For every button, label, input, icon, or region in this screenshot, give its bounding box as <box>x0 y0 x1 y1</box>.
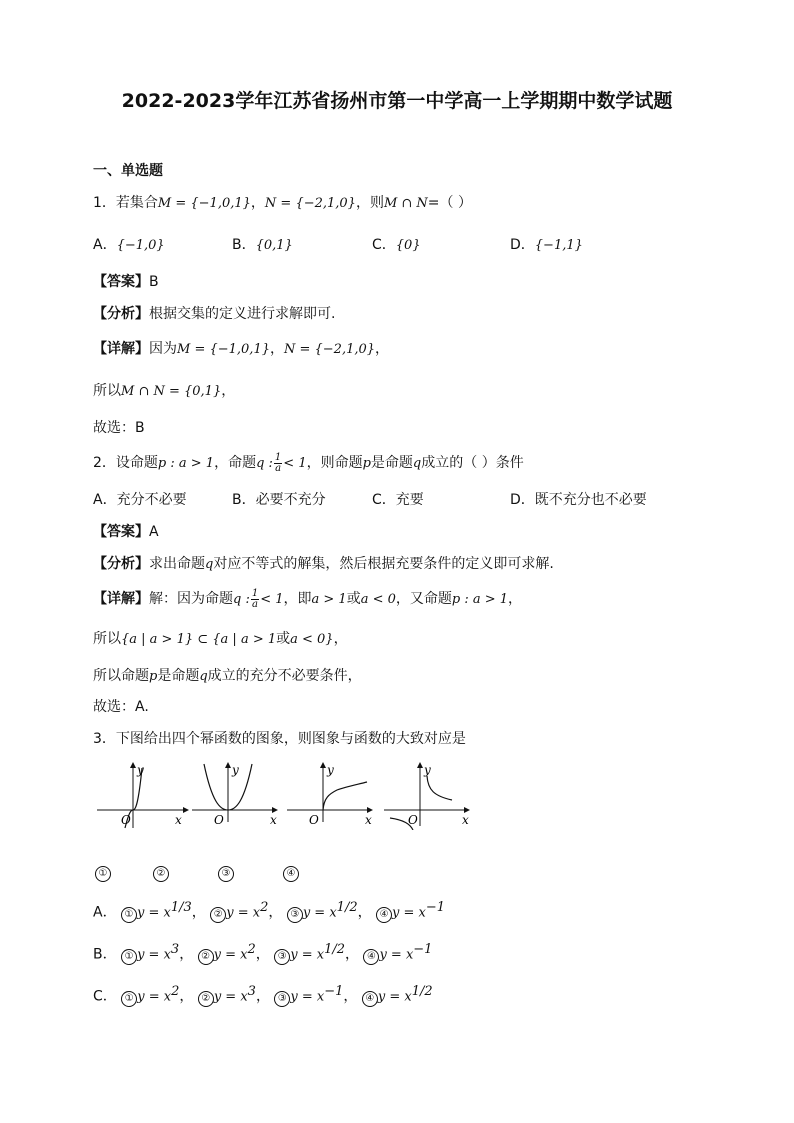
exponent: 2 <box>247 942 256 957</box>
origin-label: O <box>309 813 319 827</box>
detail-sep: ， <box>269 341 284 357</box>
y-label: y <box>424 763 431 777</box>
q1-stem-text: 1．若集合 <box>93 195 158 211</box>
exponent: 1/2 <box>411 984 433 999</box>
option-value: 充要 <box>395 492 424 508</box>
func: y = x <box>137 947 171 963</box>
func: y = x <box>137 989 172 1005</box>
detail-set-m: M = {−1,0,1} <box>177 342 270 357</box>
q2-option-d[interactable] <box>510 489 647 509</box>
option-label: C． <box>93 988 117 1005</box>
graph-2 <box>190 760 285 830</box>
answer-value: B <box>149 274 159 290</box>
fraction-num: 1 <box>274 451 282 463</box>
graph-label-3: ③ <box>218 866 234 882</box>
sep: ， <box>344 946 359 963</box>
page-title: 2022-2023学年江苏省扬州市第一中学高一上学期期中数学试题 <box>121 90 673 112</box>
option-value: {−1,0} <box>116 238 165 253</box>
q2-p-letter: p <box>362 456 371 471</box>
circle-num: ① <box>121 949 137 965</box>
q2-analysis <box>93 553 554 573</box>
circle-num: ④ <box>376 907 392 923</box>
origin-label: O <box>408 813 418 827</box>
q1-detail <box>93 338 389 358</box>
q1-option-a[interactable] <box>93 234 165 254</box>
func: y = x <box>137 905 171 921</box>
q1-stem-text-3: =（ ） <box>427 195 472 211</box>
option-value: 充分不必要 <box>116 492 187 508</box>
q2-detail-line2 <box>93 628 348 648</box>
circle-num: ④ <box>363 949 379 965</box>
circle-num: ③ <box>274 991 290 1007</box>
origin-label: O <box>121 813 131 827</box>
analysis-q: q <box>205 557 214 572</box>
line-text-3: 成立的充分不必要条件， <box>207 668 362 684</box>
y-arrow <box>225 762 231 768</box>
graph-3 <box>285 760 380 830</box>
sep: ， <box>179 946 194 963</box>
q1-stem-text-2: ，则 <box>355 195 384 211</box>
sep: ， <box>255 988 270 1005</box>
exponent: 1/2 <box>336 900 358 915</box>
q2-answer <box>93 521 159 541</box>
x-label: x <box>270 813 277 827</box>
q1-option-d[interactable] <box>510 234 583 254</box>
option-label: D． <box>510 237 535 253</box>
curve <box>323 782 367 810</box>
q3-option-b[interactable] <box>93 942 432 965</box>
line-or: 或 <box>276 631 291 647</box>
sep: ， <box>357 904 372 921</box>
y-label: y <box>327 763 334 777</box>
option-label: D． <box>510 492 535 508</box>
q1-option-b[interactable] <box>232 234 293 254</box>
line-expr: {a | a > 1} ⊂ {a | a > 1 <box>121 632 277 647</box>
func: y = x <box>226 905 261 921</box>
y-label: y <box>137 763 144 777</box>
q2-fraction <box>274 453 282 474</box>
detail-q: q : <box>233 592 250 607</box>
func: y = x <box>392 905 426 921</box>
conclusion-text: 所以 <box>93 383 121 399</box>
detail-or: 或 <box>346 591 361 607</box>
exponent: 1/2 <box>324 942 345 957</box>
sep: ， <box>255 946 270 963</box>
q2-stem-text-5: 成立的（ ）条件 <box>421 455 524 471</box>
q1-expr: M ∩ N <box>383 196 428 211</box>
exponent: 2 <box>260 900 269 915</box>
graph-label-4: ④ <box>283 866 299 882</box>
q1-set-m: M = {−1,0,1} <box>157 196 251 211</box>
fraction-den: a <box>252 598 259 610</box>
option-value: 必要不充分 <box>255 492 326 508</box>
q2-q-letter: q <box>412 456 422 471</box>
answer-value: A <box>149 524 159 540</box>
line-q: q <box>199 669 208 684</box>
detail-p: p : a > 1 <box>451 592 509 607</box>
q2-stem-text-3: ，则命题 <box>306 455 363 471</box>
option-label: B． <box>232 492 256 508</box>
detail-q-rhs: < 1 <box>260 592 284 607</box>
q2-detail <box>93 588 522 610</box>
line-text-2: 是命题 <box>157 668 200 684</box>
detail-cond-2: a < 0 <box>360 592 396 607</box>
q2-choose: 故选：A. <box>93 699 149 715</box>
x-label: x <box>365 813 372 827</box>
q2-prop-q: q : <box>256 456 273 471</box>
q1-analysis <box>93 303 335 323</box>
circle-num: ② <box>210 907 226 923</box>
q2-prop-q-rhs: < 1 <box>283 456 307 471</box>
detail-text-2: ，即 <box>283 591 312 607</box>
option-label: A． <box>93 904 117 921</box>
exponent: −1 <box>413 942 433 957</box>
q2-stem-text-2: ，命题 <box>214 455 257 471</box>
analysis-tag: 【分析】 <box>93 556 149 572</box>
detail-text-3: ，又命题 <box>395 591 452 607</box>
detail-cond-1: a > 1 <box>311 592 347 607</box>
option-value: {−1,1} <box>534 238 583 253</box>
graph-label-1: ① <box>95 866 111 882</box>
y-arrow <box>130 762 136 768</box>
option-label: C． <box>372 237 396 253</box>
option-label: A． <box>93 492 117 508</box>
x-label: x <box>462 813 469 827</box>
option-label: A． <box>93 237 117 253</box>
fraction-num: 1 <box>251 587 259 599</box>
circle-num: ② <box>198 949 214 965</box>
circle-num: ① <box>121 991 137 1007</box>
answer-tag: 【答案】 <box>93 274 149 290</box>
y-arrow <box>320 762 326 768</box>
func: y = x <box>213 989 248 1005</box>
sep: ， <box>179 988 194 1005</box>
option-value: {0} <box>395 238 421 253</box>
line-end: ， <box>333 631 348 647</box>
analysis-text-2: 对应不等式的解集，然后根据充要条件的定义即可求解. <box>213 556 554 572</box>
graph-label-2: ② <box>153 866 169 882</box>
func: y = x <box>302 905 337 921</box>
x-arrow <box>183 807 189 813</box>
fraction-den: a <box>275 462 282 474</box>
q1-choose: 故选：B <box>93 420 145 436</box>
func: y = x <box>213 947 248 963</box>
circle-num: ③ <box>287 907 303 923</box>
sep: ， <box>343 988 358 1005</box>
func: y = x <box>379 947 414 963</box>
analysis-text: 根据交集的定义进行求解即可. <box>149 306 336 322</box>
sep: ， <box>191 904 206 921</box>
x-label: x <box>175 813 182 827</box>
conclusion-expr: M ∩ N = {0,1} <box>121 384 222 399</box>
q1-stem <box>93 192 472 212</box>
func: y = x <box>290 947 325 963</box>
func: y = x <box>290 989 325 1005</box>
answer-tag: 【答案】 <box>93 524 149 540</box>
analysis-text: 求出命题 <box>149 556 205 572</box>
q2-option-a[interactable] <box>93 489 187 509</box>
q1-conclusion <box>93 380 235 400</box>
section-heading: 一、单选题 <box>93 163 163 179</box>
y-label: y <box>232 763 239 777</box>
option-value: 既不充分也不必要 <box>534 492 647 508</box>
q3-stem: 3．下图给出四个幂函数的图象，则图象与函数的大致对应是 <box>93 731 466 747</box>
graph-1 <box>95 760 190 830</box>
detail-end: ， <box>508 591 523 607</box>
q2-stem <box>93 452 524 474</box>
exponent: 2 <box>171 984 180 999</box>
circle-num: ③ <box>274 949 290 965</box>
detail-text: 解：因为命题 <box>149 591 233 607</box>
q3-option-c[interactable] <box>93 984 433 1007</box>
q2-prop-p: p : a > 1 <box>157 456 215 471</box>
func: y = x <box>377 989 412 1005</box>
q1-set-n: N = {−2,1,0} <box>264 196 356 211</box>
line-text: 所以命题 <box>93 668 149 684</box>
origin-label: O <box>214 813 224 827</box>
q2-detail-line3 <box>93 665 362 685</box>
exponent: 3 <box>247 984 256 999</box>
q1-option-c[interactable] <box>372 234 421 254</box>
detail-tag: 【详解】 <box>93 341 149 357</box>
circle-num: ④ <box>362 991 378 1007</box>
circle-num: ② <box>198 991 214 1007</box>
q3-option-a[interactable] <box>93 900 445 923</box>
detail-fraction <box>251 589 259 610</box>
detail-end: ， <box>375 341 390 357</box>
q2-option-b[interactable] <box>232 489 326 509</box>
conclusion-end: ， <box>221 383 236 399</box>
exponent: 1/3 <box>170 900 192 915</box>
analysis-tag: 【分析】 <box>93 306 149 322</box>
detail-tag: 【详解】 <box>93 591 149 607</box>
q2-stem-text-4: 是命题 <box>370 455 413 471</box>
graph-4 <box>382 760 477 830</box>
circle-num: ① <box>121 907 137 923</box>
line-text: 所以 <box>93 631 121 647</box>
option-label: C． <box>372 492 396 508</box>
option-value: {0,1} <box>255 238 293 253</box>
detail-text: 因为 <box>149 341 177 357</box>
q2-option-c[interactable] <box>372 489 424 509</box>
exponent: −1 <box>324 984 344 999</box>
sep: ， <box>268 904 283 921</box>
detail-set-n: N = {−2,1,0} <box>283 342 376 357</box>
line-expr-2: a < 0} <box>290 632 334 647</box>
option-label: B． <box>232 237 256 253</box>
y-arrow <box>417 762 423 768</box>
line-p: p <box>149 669 158 684</box>
q1-comma: ， <box>250 195 265 211</box>
q2-stem-text: 2．设命题 <box>93 455 158 471</box>
q1-answer <box>93 271 159 291</box>
option-label: B． <box>93 946 117 963</box>
exponent: 3 <box>170 942 180 957</box>
exponent: −1 <box>425 900 446 915</box>
curve-positive <box>427 776 452 800</box>
